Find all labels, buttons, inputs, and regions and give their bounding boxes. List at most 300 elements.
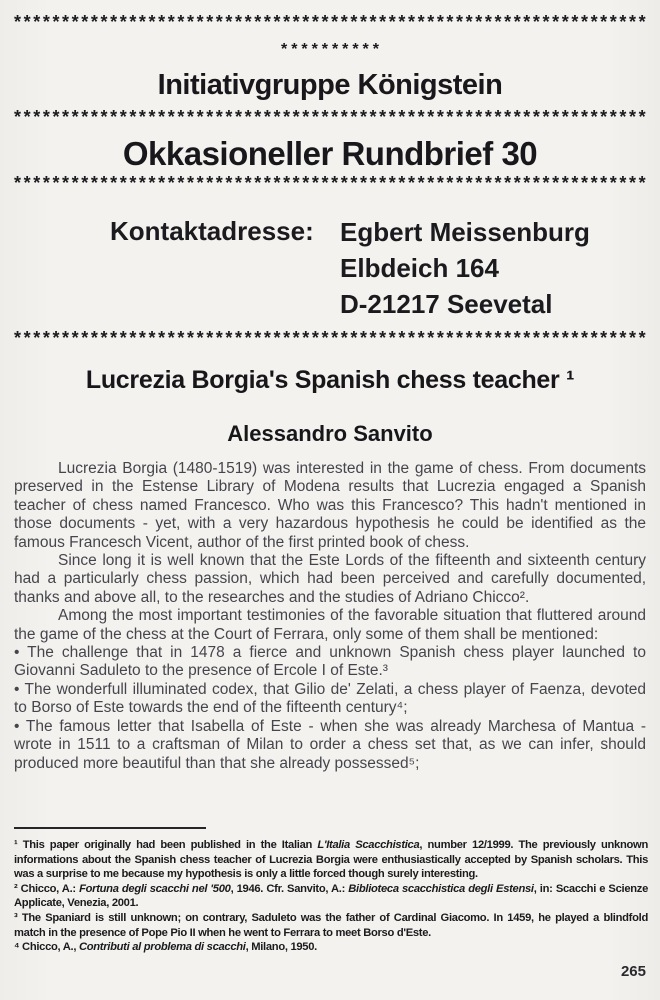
- ornament-asterisk: *: [513, 174, 521, 191]
- ornament-asterisk: *: [350, 174, 358, 191]
- ornament-asterisk: *: [465, 174, 473, 191]
- ornament-asterisk: *: [629, 174, 637, 191]
- ornament-asterisk: *: [465, 13, 473, 30]
- ornament-asterisk: *: [196, 108, 204, 125]
- footnote-text: , 1946. Cfr. Sanvito, A.:: [230, 882, 349, 895]
- ornament-asterisk: *: [148, 13, 156, 30]
- bullet-paragraph: • The challenge that in 1478 a fierce and unknown Spanish chess player launched to Giovanni Saduleto to the presence of Ercole I of Este.³: [14, 644, 646, 680]
- ornament-asterisk: *: [81, 329, 89, 346]
- ornament-asterisk: *: [590, 108, 598, 125]
- ornament-asterisk: *: [561, 108, 569, 125]
- ornament-asterisk: *: [81, 13, 89, 30]
- ornament-asterisk: *: [532, 174, 540, 191]
- ornament-asterisk: *: [215, 13, 223, 30]
- ornament-asterisk: *: [417, 108, 425, 125]
- ornament-asterisk: *: [158, 108, 166, 125]
- ornament-asterisk: *: [263, 13, 271, 30]
- ornament-asterisk: *: [580, 174, 588, 191]
- ornament-asterisk: *: [350, 329, 358, 346]
- ornament-asterisk: *: [456, 174, 464, 191]
- footnote-text: , number 12/1999. The previously unknown informations about the Spanish chess teacher of Lucrezia Borgia were enthusiastically accepted by Spanish scholars. This was a surprise to me because my hypothesis is only a little forced though surely interesting.: [14, 839, 648, 881]
- contact-address-label: Kontaktadresse:: [110, 216, 314, 246]
- ornament-asterisk: *: [129, 329, 137, 346]
- ornament-asterisk: *: [215, 108, 223, 125]
- footnote-citation-title: L'Italia Scacchistica: [317, 839, 420, 851]
- ornament-asterisk: *: [523, 174, 531, 191]
- ornament-asterisk: *: [523, 329, 531, 346]
- ornament-asterisk: *: [571, 174, 579, 191]
- page-number: 265: [620, 963, 646, 980]
- ornament-asterisk: *: [398, 329, 406, 346]
- ornament-asterisk: *: [407, 329, 415, 346]
- ornament-asterisk: *: [273, 108, 281, 125]
- ornament-asterisk: *: [90, 329, 98, 346]
- ornament-star-row-2: [14, 108, 646, 125]
- ornament-asterisk: *: [494, 329, 502, 346]
- ornament-asterisk: *: [494, 13, 502, 30]
- ornament-asterisk: *: [638, 13, 646, 30]
- ornament-asterisk: *: [138, 329, 146, 346]
- ornament-asterisk: *: [244, 108, 252, 125]
- ornament-asterisk: *: [609, 329, 617, 346]
- ornament-asterisk: *: [436, 174, 444, 191]
- ornament-asterisk: *: [484, 13, 492, 30]
- ornament-asterisk: *: [388, 108, 396, 125]
- ornament-asterisk: *: [379, 174, 387, 191]
- ornament-asterisk: *: [542, 329, 550, 346]
- ornament-asterisk: *: [33, 329, 41, 346]
- ornament-asterisk: *: [417, 13, 425, 30]
- ornament-asterisk: *: [71, 13, 79, 30]
- ornament-asterisk: *: [263, 108, 271, 125]
- ornament-asterisk: *: [177, 108, 185, 125]
- ornament-asterisk: *: [350, 13, 358, 30]
- ornament-asterisk: *: [352, 43, 359, 58]
- ornament-asterisk: *: [138, 13, 146, 30]
- ornament-asterisk: *: [600, 13, 608, 30]
- ornament-asterisk: *: [379, 329, 387, 346]
- ornament-asterisk: *: [571, 108, 579, 125]
- ornament-asterisk: *: [196, 174, 204, 191]
- ornament-asterisk: *: [148, 174, 156, 191]
- ornament-asterisk: *: [350, 108, 358, 125]
- ornament-asterisk: *: [225, 174, 233, 191]
- ornament-asterisk: *: [119, 329, 127, 346]
- ornament-asterisk: *: [148, 329, 156, 346]
- ornament-asterisk: *: [292, 108, 300, 125]
- ornament-asterisk: *: [407, 13, 415, 30]
- ornament-asterisk: *: [340, 329, 348, 346]
- footnote-citation-title: Contributi al problema di scacchi: [78, 941, 246, 954]
- ornament-asterisk: *: [311, 43, 318, 58]
- ornament-asterisk: *: [206, 329, 214, 346]
- ornament-asterisk: *: [138, 108, 146, 125]
- ornament-asterisk: *: [580, 329, 588, 346]
- ornament-asterisk: *: [523, 13, 531, 30]
- ornament-asterisk: *: [456, 329, 464, 346]
- ornament-asterisk: *: [100, 329, 108, 346]
- ornament-asterisk: *: [138, 174, 146, 191]
- ornament-asterisk: *: [331, 13, 339, 30]
- ornament-asterisk: *: [254, 13, 262, 30]
- ornament-asterisk: *: [331, 108, 339, 125]
- ornament-asterisk: *: [407, 108, 415, 125]
- ornament-asterisk: *: [542, 174, 550, 191]
- ornament-asterisk: *: [321, 329, 329, 346]
- ornament-asterisk: *: [235, 329, 243, 346]
- ornament-asterisk: *: [609, 174, 617, 191]
- paragraph: Lucrezia Borgia (1480-1519) was interested in the game of chess. From documents preserved in the Estense Library of Modena results that Lucrezia engaged a Spanish teacher of chess named Francesco. Who was this Francesco? This hadn't mentioned in those documents - yet, with a very hazardous hypothesis he could be identified as the famous Francesch Vicent, author of the first printed book of chess.: [14, 460, 646, 551]
- ornament-asterisk: *: [484, 174, 492, 191]
- ornament-asterisk: *: [629, 108, 637, 125]
- ornament-asterisk: *: [475, 13, 483, 30]
- ornament-asterisk: *: [542, 13, 550, 30]
- ornament-asterisk: *: [465, 329, 473, 346]
- ornament-asterisk: *: [359, 108, 367, 125]
- ornament-asterisk: *: [90, 174, 98, 191]
- ornament-asterisk: *: [225, 13, 233, 30]
- ornament-asterisk: *: [427, 329, 435, 346]
- ornament-asterisk: *: [215, 174, 223, 191]
- ornament-asterisk: *: [263, 329, 271, 346]
- ornament-asterisk: *: [158, 174, 166, 191]
- ornament-asterisk: *: [225, 329, 233, 346]
- ornament-asterisk: *: [629, 13, 637, 30]
- ornament-asterisk: *: [81, 174, 89, 191]
- ornament-star-row-short: [281, 43, 379, 58]
- ornament-asterisk: *: [513, 108, 521, 125]
- ornament-asterisk: *: [129, 174, 137, 191]
- ornament-asterisk: *: [532, 108, 540, 125]
- ornament-asterisk: *: [14, 329, 22, 346]
- ornament-asterisk: *: [580, 108, 588, 125]
- ornament-star-row-top: [14, 13, 646, 30]
- footnote-separator-rule: [14, 827, 206, 829]
- ornament-asterisk: *: [359, 13, 367, 30]
- ornament-asterisk: *: [167, 174, 175, 191]
- ornament-asterisk: *: [302, 108, 310, 125]
- ornament-asterisk: *: [311, 13, 319, 30]
- ornament-asterisk: *: [100, 174, 108, 191]
- ornament-asterisk: *: [311, 108, 319, 125]
- ornament-asterisk: *: [504, 108, 512, 125]
- masthead-issue-title: Okkasioneller Rundbrief 30: [122, 135, 538, 172]
- ornament-asterisk: *: [129, 13, 137, 30]
- ornament-asterisk: *: [552, 108, 560, 125]
- ornament-asterisk: *: [369, 329, 377, 346]
- ornament-asterisk: *: [475, 329, 483, 346]
- ornament-asterisk: *: [398, 13, 406, 30]
- ornament-asterisk: *: [446, 13, 454, 30]
- ornament-asterisk: *: [14, 174, 22, 191]
- paragraph: Among the most important testimonies of the favorable situation that fluttered around the game of the chess at the Court of Ferrara, only some of them shall be mentioned:: [14, 607, 646, 643]
- ornament-asterisk: *: [590, 13, 598, 30]
- ornament-asterisk: *: [302, 174, 310, 191]
- footnote-text: , Milano, 1950.: [245, 941, 317, 954]
- footnote: [14, 940, 648, 955]
- ornament-asterisk: *: [62, 108, 70, 125]
- ornament-asterisk: *: [33, 108, 41, 125]
- ornament-asterisk: *: [561, 13, 569, 30]
- ornament-asterisk: *: [292, 174, 300, 191]
- ornament-asterisk: *: [71, 174, 79, 191]
- ornament-asterisk: *: [52, 329, 60, 346]
- ornament-asterisk: *: [456, 13, 464, 30]
- ornament-asterisk: *: [590, 174, 598, 191]
- ornament-asterisk: *: [129, 108, 137, 125]
- ornament-asterisk: *: [561, 329, 569, 346]
- ornament-asterisk: *: [23, 329, 31, 346]
- footnote-text: , in: Scacchi e Scienze Applicate, Venezia, 2001.: [14, 882, 648, 910]
- footnotes-list: [14, 838, 648, 955]
- ornament-asterisk: *: [119, 108, 127, 125]
- ornament-asterisk: *: [427, 174, 435, 191]
- ornament-asterisk: *: [600, 329, 608, 346]
- ornament-asterisk: *: [417, 174, 425, 191]
- ornament-asterisk: *: [571, 329, 579, 346]
- ornament-asterisk: *: [475, 108, 483, 125]
- ornament-asterisk: *: [235, 108, 243, 125]
- contact-address-block: [340, 214, 590, 322]
- contact-street: Elbdeich 164: [340, 253, 499, 283]
- footnote-text: ² Chicco, A.:: [14, 882, 80, 895]
- ornament-asterisk: *: [456, 108, 464, 125]
- ornament-asterisk: *: [504, 174, 512, 191]
- article-body: [14, 460, 646, 773]
- ornament-asterisk: *: [62, 174, 70, 191]
- ornament-asterisk: *: [436, 108, 444, 125]
- ornament-asterisk: *: [484, 329, 492, 346]
- ornament-asterisk: *: [62, 329, 70, 346]
- ornament-asterisk: *: [158, 329, 166, 346]
- article-title: Lucrezia Borgia's Spanish chess teacher ¹: [85, 366, 575, 394]
- ornament-asterisk: *: [619, 108, 627, 125]
- ornament-asterisk: *: [369, 108, 377, 125]
- ornament-asterisk: *: [71, 108, 79, 125]
- ornament-asterisk: *: [23, 13, 31, 30]
- ornament-asterisk: *: [177, 329, 185, 346]
- ornament-asterisk: *: [14, 13, 22, 30]
- ornament-asterisk: *: [638, 329, 646, 346]
- ornament-asterisk: *: [235, 13, 243, 30]
- ornament-asterisk: *: [504, 13, 512, 30]
- ornament-asterisk: *: [331, 43, 339, 58]
- ornament-asterisk: *: [14, 108, 22, 125]
- ornament-asterisk: *: [71, 329, 79, 346]
- ornament-asterisk: *: [600, 108, 608, 125]
- ornament-asterisk: *: [362, 43, 369, 58]
- ornament-asterisk: *: [263, 174, 271, 191]
- ornament-asterisk: *: [359, 329, 367, 346]
- ornament-asterisk: *: [340, 108, 348, 125]
- ornament-asterisk: *: [321, 174, 329, 191]
- ornament-asterisk: *: [244, 329, 252, 346]
- footnote: [14, 838, 648, 882]
- ornament-asterisk: *: [283, 329, 291, 346]
- ornament-asterisk: *: [110, 108, 118, 125]
- ornament-asterisk: *: [446, 108, 454, 125]
- ornament-asterisk: *: [552, 174, 560, 191]
- ornament-asterisk: *: [281, 43, 288, 58]
- ornament-asterisk: *: [52, 13, 60, 30]
- ornament-asterisk: *: [465, 108, 473, 125]
- ornament-asterisk: *: [244, 13, 252, 30]
- ornament-asterisk: *: [436, 13, 444, 30]
- ornament-asterisk: *: [494, 174, 502, 191]
- ornament-asterisk: *: [311, 174, 319, 191]
- ornament-asterisk: *: [110, 174, 118, 191]
- ornament-asterisk: *: [369, 174, 377, 191]
- ornament-asterisk: *: [629, 329, 637, 346]
- ornament-asterisk: *: [33, 13, 41, 30]
- ornament-asterisk: *: [23, 108, 31, 125]
- ornament-asterisk: *: [283, 174, 291, 191]
- ornament-asterisk: *: [619, 174, 627, 191]
- ornament-asterisk: *: [427, 13, 435, 30]
- ornament-asterisk: *: [254, 108, 262, 125]
- ornament-asterisk: *: [331, 329, 339, 346]
- ornament-asterisk: *: [369, 13, 377, 30]
- ornament-asterisk: *: [504, 329, 512, 346]
- ornament-asterisk: *: [552, 329, 560, 346]
- ornament-asterisk: *: [167, 13, 175, 30]
- ornament-asterisk: *: [302, 329, 310, 346]
- ornament-asterisk: *: [331, 174, 339, 191]
- ornament-asterisk: *: [196, 13, 204, 30]
- ornament-asterisk: *: [600, 174, 608, 191]
- ornament-asterisk: *: [148, 108, 156, 125]
- ornament-asterisk: *: [186, 108, 194, 125]
- footnote-citation-title: Biblioteca scacchistica degli Estensi: [348, 882, 534, 895]
- ornament-asterisk: *: [379, 13, 387, 30]
- ornament-asterisk: *: [532, 329, 540, 346]
- ornament-star-row-3: [14, 174, 646, 191]
- ornament-asterisk: *: [475, 174, 483, 191]
- ornament-asterisk: *: [254, 174, 262, 191]
- ornament-asterisk: *: [302, 13, 310, 30]
- ornament-asterisk: *: [494, 108, 502, 125]
- ornament-asterisk: *: [283, 108, 291, 125]
- bullet-paragraph: • The famous letter that Isabella of Este - when she was already Marchesa of Mantua - wrote in 1511 to a craftsman of Milan to order a chess set that, as we can infer, should produced more beautiful than that she already possessed⁵;: [14, 717, 646, 772]
- contact-city: D-21217 Seevetal: [340, 289, 553, 319]
- ornament-asterisk: *: [619, 329, 627, 346]
- ornament-asterisk: *: [340, 13, 348, 30]
- ornament-asterisk: *: [196, 329, 204, 346]
- contact-name: Egbert Meissenburg: [340, 217, 590, 247]
- ornament-asterisk: *: [398, 174, 406, 191]
- ornament-asterisk: *: [81, 108, 89, 125]
- ornament-asterisk: *: [398, 108, 406, 125]
- ornament-asterisk: *: [301, 43, 308, 58]
- ornament-asterisk: *: [283, 13, 291, 30]
- ornament-star-row-4: [14, 329, 646, 346]
- ornament-asterisk: *: [321, 43, 328, 58]
- ornament-asterisk: *: [110, 13, 118, 30]
- article-author: Alessandro Sanvito: [227, 421, 433, 446]
- ornament-asterisk: *: [311, 329, 319, 346]
- ornament-asterisk: *: [254, 329, 262, 346]
- footnote-citation-title: Fortuna degli scacchi nel '500: [79, 882, 231, 895]
- ornament-asterisk: *: [42, 108, 50, 125]
- ornament-asterisk: *: [379, 108, 387, 125]
- ornament-asterisk: *: [273, 329, 281, 346]
- ornament-asterisk: *: [359, 174, 367, 191]
- ornament-asterisk: *: [292, 329, 300, 346]
- ornament-asterisk: *: [52, 174, 60, 191]
- ornament-asterisk: *: [62, 13, 70, 30]
- masthead-organization: Initiativgruppe Königstein: [157, 69, 503, 101]
- ornament-asterisk: *: [571, 13, 579, 30]
- ornament-asterisk: *: [407, 174, 415, 191]
- footnote: [14, 882, 648, 911]
- ornament-asterisk: *: [273, 174, 281, 191]
- ornament-asterisk: *: [446, 174, 454, 191]
- ornament-asterisk: *: [609, 108, 617, 125]
- ornament-asterisk: *: [532, 13, 540, 30]
- footnote-text: ³ The Spaniard is still unknown; on contrary, Saduleto was the father of Cardinal Giacomo. In 1459, he played a blindfold match in the presence of Pope Pio II when he went to Ferrara to meet Borso d'Este.: [14, 911, 648, 939]
- ornament-asterisk: *: [119, 174, 127, 191]
- ornament-asterisk: *: [235, 174, 243, 191]
- ornament-asterisk: *: [33, 174, 41, 191]
- ornament-asterisk: *: [446, 329, 454, 346]
- ornament-asterisk: *: [206, 13, 214, 30]
- footnote-text: ¹ This paper originally had been published in the Italian: [14, 839, 318, 851]
- ornament-asterisk: *: [590, 329, 598, 346]
- ornament-asterisk: *: [244, 174, 252, 191]
- ornament-asterisk: *: [292, 13, 300, 30]
- ornament-asterisk: *: [388, 329, 396, 346]
- ornament-asterisk: *: [273, 13, 281, 30]
- ornament-asterisk: *: [523, 108, 531, 125]
- ornament-asterisk: *: [291, 43, 298, 58]
- ornament-asterisk: *: [372, 43, 379, 58]
- ornament-asterisk: *: [225, 108, 233, 125]
- ornament-asterisk: *: [100, 13, 108, 30]
- ornament-asterisk: *: [388, 174, 396, 191]
- ornament-asterisk: *: [42, 13, 50, 30]
- ornament-asterisk: *: [186, 174, 194, 191]
- ornament-asterisk: *: [513, 13, 521, 30]
- ornament-asterisk: *: [110, 329, 118, 346]
- ornament-asterisk: *: [580, 13, 588, 30]
- footnote: [14, 911, 648, 940]
- ornament-asterisk: *: [177, 174, 185, 191]
- bullet-paragraph: • The wonderfull illuminated codex, that Gilio de' Zelati, a chess player of Faenza, devoted to Borso of Este towards the end of the fifteenth century⁴;: [14, 680, 646, 717]
- ornament-asterisk: *: [340, 174, 348, 191]
- ornament-asterisk: *: [177, 13, 185, 30]
- ornament-asterisk: *: [90, 108, 98, 125]
- ornament-asterisk: *: [638, 174, 646, 191]
- ornament-asterisk: *: [388, 13, 396, 30]
- ornament-asterisk: *: [52, 108, 60, 125]
- ornament-asterisk: *: [552, 13, 560, 30]
- footnote-text: ⁴ Chicco, A.,: [14, 941, 79, 954]
- ornament-asterisk: *: [206, 174, 214, 191]
- ornament-asterisk: *: [186, 13, 194, 30]
- ornament-asterisk: *: [342, 43, 349, 58]
- ornament-asterisk: *: [90, 13, 98, 30]
- ornament-asterisk: *: [42, 174, 50, 191]
- ornament-asterisk: *: [609, 13, 617, 30]
- ornament-asterisk: *: [427, 108, 435, 125]
- ornament-asterisk: *: [23, 174, 31, 191]
- ornament-asterisk: *: [186, 329, 194, 346]
- ornament-asterisk: *: [638, 108, 646, 125]
- ornament-asterisk: *: [321, 108, 329, 125]
- paragraph: Since long it is well known that the Este Lords of the fifteenth and sixteenth century had a particularly chess passion, which had been perceived and carefully documented, thanks and above all, to the researches and the studies of Adriano Chicco².: [14, 552, 646, 606]
- ornament-asterisk: *: [513, 329, 521, 346]
- ornament-asterisk: *: [619, 13, 627, 30]
